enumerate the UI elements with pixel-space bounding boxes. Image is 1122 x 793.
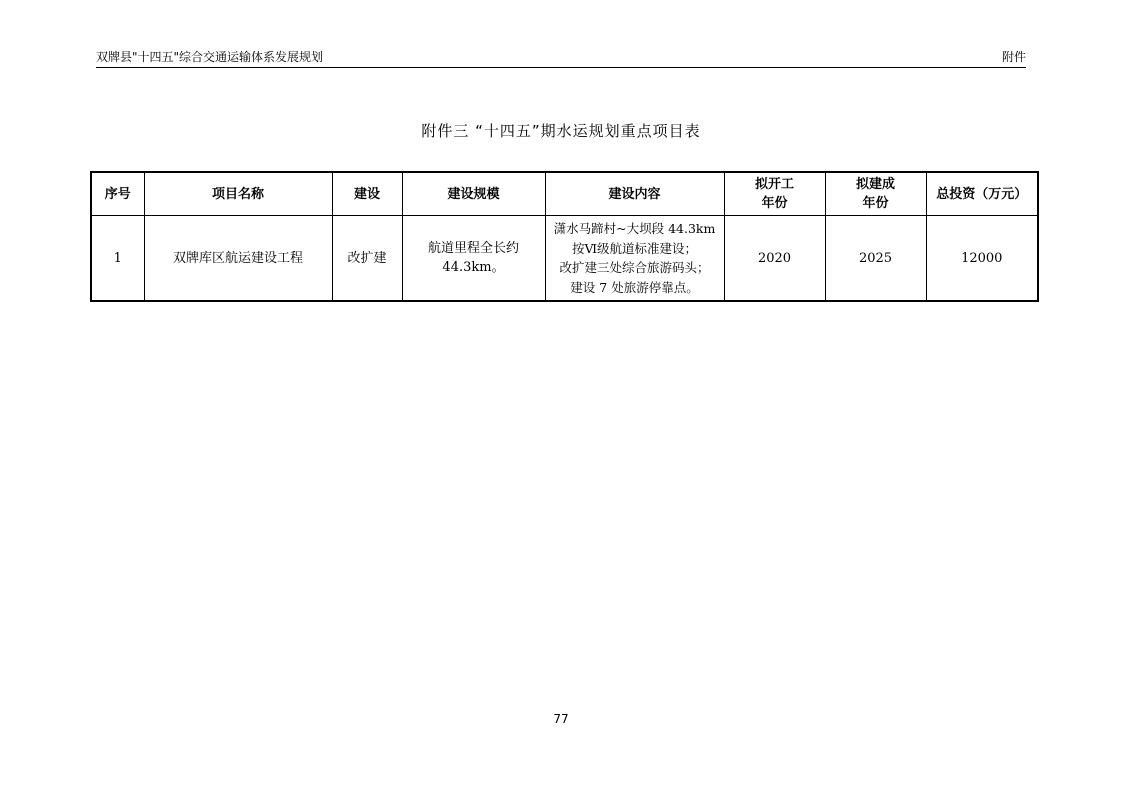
header-content: 建设内容 bbox=[545, 172, 724, 216]
cell-construction-type: 改扩建 bbox=[332, 216, 402, 302]
cell-content: 潇水马蹄村~大坝段 44.3km 按Ⅵ级航道标准建设； 改扩建三处综合旅游码头； 建设 7 处旅游停靠点。 bbox=[545, 216, 724, 302]
cell-end-year: 2025 bbox=[825, 216, 926, 302]
header-index: 序号 bbox=[91, 172, 144, 216]
cell-scale: 航道里程全长约 44.3km。 bbox=[402, 216, 545, 302]
projects-table bbox=[90, 171, 1039, 302]
header-construction-type: 建设 bbox=[332, 172, 402, 216]
header-section: 附件 bbox=[1001, 50, 1026, 64]
page-header bbox=[96, 49, 1026, 68]
header-investment: 总投资（万元） bbox=[926, 172, 1038, 216]
table-title: 附件三 “十四五”期水运规划重点项目表 bbox=[421, 122, 701, 140]
header-project-name: 项目名称 bbox=[144, 172, 332, 216]
cell-project-name: 双牌库区航运建设工程 bbox=[144, 216, 332, 302]
page-number: 77 bbox=[553, 712, 569, 726]
header-scale: 建设规模 bbox=[402, 172, 545, 216]
header-document-title: 双牌县"十四五"综合交通运输体系发展规划 bbox=[96, 50, 324, 64]
cell-index: 1 bbox=[91, 216, 144, 302]
table-row bbox=[91, 216, 1038, 302]
cell-start-year: 2020 bbox=[724, 216, 825, 302]
header-start-year: 拟开工 年份 bbox=[724, 172, 825, 216]
header-end-year: 拟建成 年份 bbox=[825, 172, 926, 216]
cell-investment: 12000 bbox=[926, 216, 1038, 302]
table-header-row bbox=[91, 172, 1038, 216]
